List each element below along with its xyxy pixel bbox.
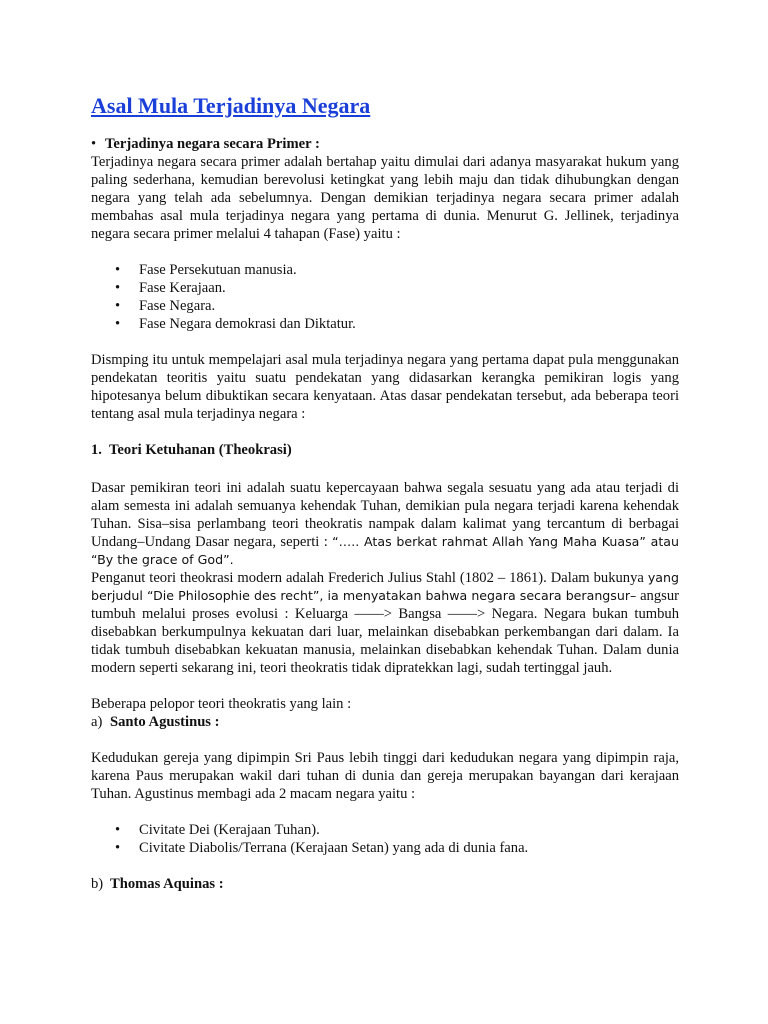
primer-paragraph: Terjadinya negara secara primer adalah bertahap yaitu dimulai dari adanya masyarakat hukum yang paling sederhana, kemudian berevolusi ketingkat yang lebih maju dan tidak dihubungkan dengan negara yang telah ada sebelumnya. Dengan demikian terjadinya negara secara primer adalah membahas asal mula terjadinya negara yang pertama di dunia. Menurut G. Jellinek, terjadinya negara secara primer melalui 4 tahapan (Fase) yaitu : [91, 154, 679, 242]
teori-paragraph-2-rest: angsur tumbuh melalui proses evolusi : Keluarga ——> Bangsa ——> Negara. Negara bukan tumbuh disebabkan berkumpulnya kekuatan dari luar, melainkan disebabkan perkembangan dari dalam. Ia tidak tumbuh disebabkan kekuatan manusia, melainkan disebabkan kehendak Tuhan. Dalam dunia modern seperti sekarang ini, teori theokratis tidak dipratekkan lagi, sudah tertinggal jauh. [91, 588, 679, 676]
bullet-icon: • [91, 136, 97, 152]
subsection-b [91, 875, 679, 893]
teori-paragraph-2 [91, 569, 679, 677]
teori-paragraph-2-text: Penganut teori theokrasi modern adalah Frederich Julius Stahl (1802 – 1861). Dalam bukunya [91, 570, 648, 586]
document-page [91, 92, 679, 893]
agustinus-paragraph: Kedudukan gereja yang dipimpin Sri Paus lebih tinggi dari kedudukan negara yang dipimpin raja, karena Paus merupakan wakil dari tuhan di dunia dan gereja merupakan bayangan dari kerajaan Tuhan. Agustinus membagi ada 2 macam negara yaitu : [91, 750, 679, 802]
subsection-a-name: Santo Agustinus : [110, 714, 220, 730]
agustinus-list [91, 821, 679, 857]
teori-ketuhanan-heading: 1. Teori Ketuhanan (Theokrasi) [91, 442, 292, 458]
phase-list [91, 261, 679, 333]
list-item: • Fase Kerajaan. [91, 279, 679, 297]
list-item: • Fase Negara. [91, 297, 679, 315]
intro-paragraph: Dismping itu untuk mempelajari asal mula terjadinya negara yang pertama dapat pula menggunakan pendekatan teoritis yaitu suatu pendekatan yang didasarkan kerangka pemikiran logis yang hipotesanya belum dibuktikan secara kenyataan. Atas dasar pendekatan tersebut, ada beberapa teori tentang asal mula terjadinya negara : [91, 352, 679, 422]
teori-quote-1: “….. Atas berkat rahmat Allah Yang Maha Kuasa” atau “By the grace of God”. [91, 534, 679, 567]
subsection-b-name: Thomas Aquinas : [110, 876, 224, 892]
list-item: • Civitate Diabolis/Terrana (Kerajaan Setan) yang ada di dunia fana. [91, 839, 679, 857]
teori-quote-2: yang berjudul “Die Philosophie des recht”, ia menyatakan bahwa negara secara berangsur– [91, 570, 679, 603]
primer-heading [91, 135, 679, 153]
subsection-b-label: b) [91, 876, 104, 892]
pelopor-intro: Beberapa pelopor teori theokratis yang lain : [91, 696, 352, 712]
list-item: • Fase Negara demokrasi dan Diktatur. [91, 315, 679, 333]
teori-paragraph-1-text: Dasar pemikiran teori ini adalah suatu kepercayaan bahwa segala sesuatu yang ada atau terjadi di alam semesta ini adalah semuanya kehendak Tuhan, demikian pula negara terjadi karena kehendak Tuhan. Sisa–sisa perlambang teori theokratis nampak dalam kalimat yang tercantum di berbagai Undang–Undang Dasar negara, seperti : [91, 480, 679, 550]
teori-paragraph-1 [91, 479, 679, 569]
list-item: • Civitate Dei (Kerajaan Tuhan). [91, 821, 679, 839]
list-item: • Fase Persekutuan manusia. [91, 261, 679, 279]
subsection-a [91, 713, 679, 731]
subsection-a-label: a) [91, 714, 103, 730]
page-title[interactable]: Asal Mula Terjadinya Negara [91, 93, 371, 118]
primer-heading-text: Terjadinya negara secara Primer : [105, 136, 320, 152]
